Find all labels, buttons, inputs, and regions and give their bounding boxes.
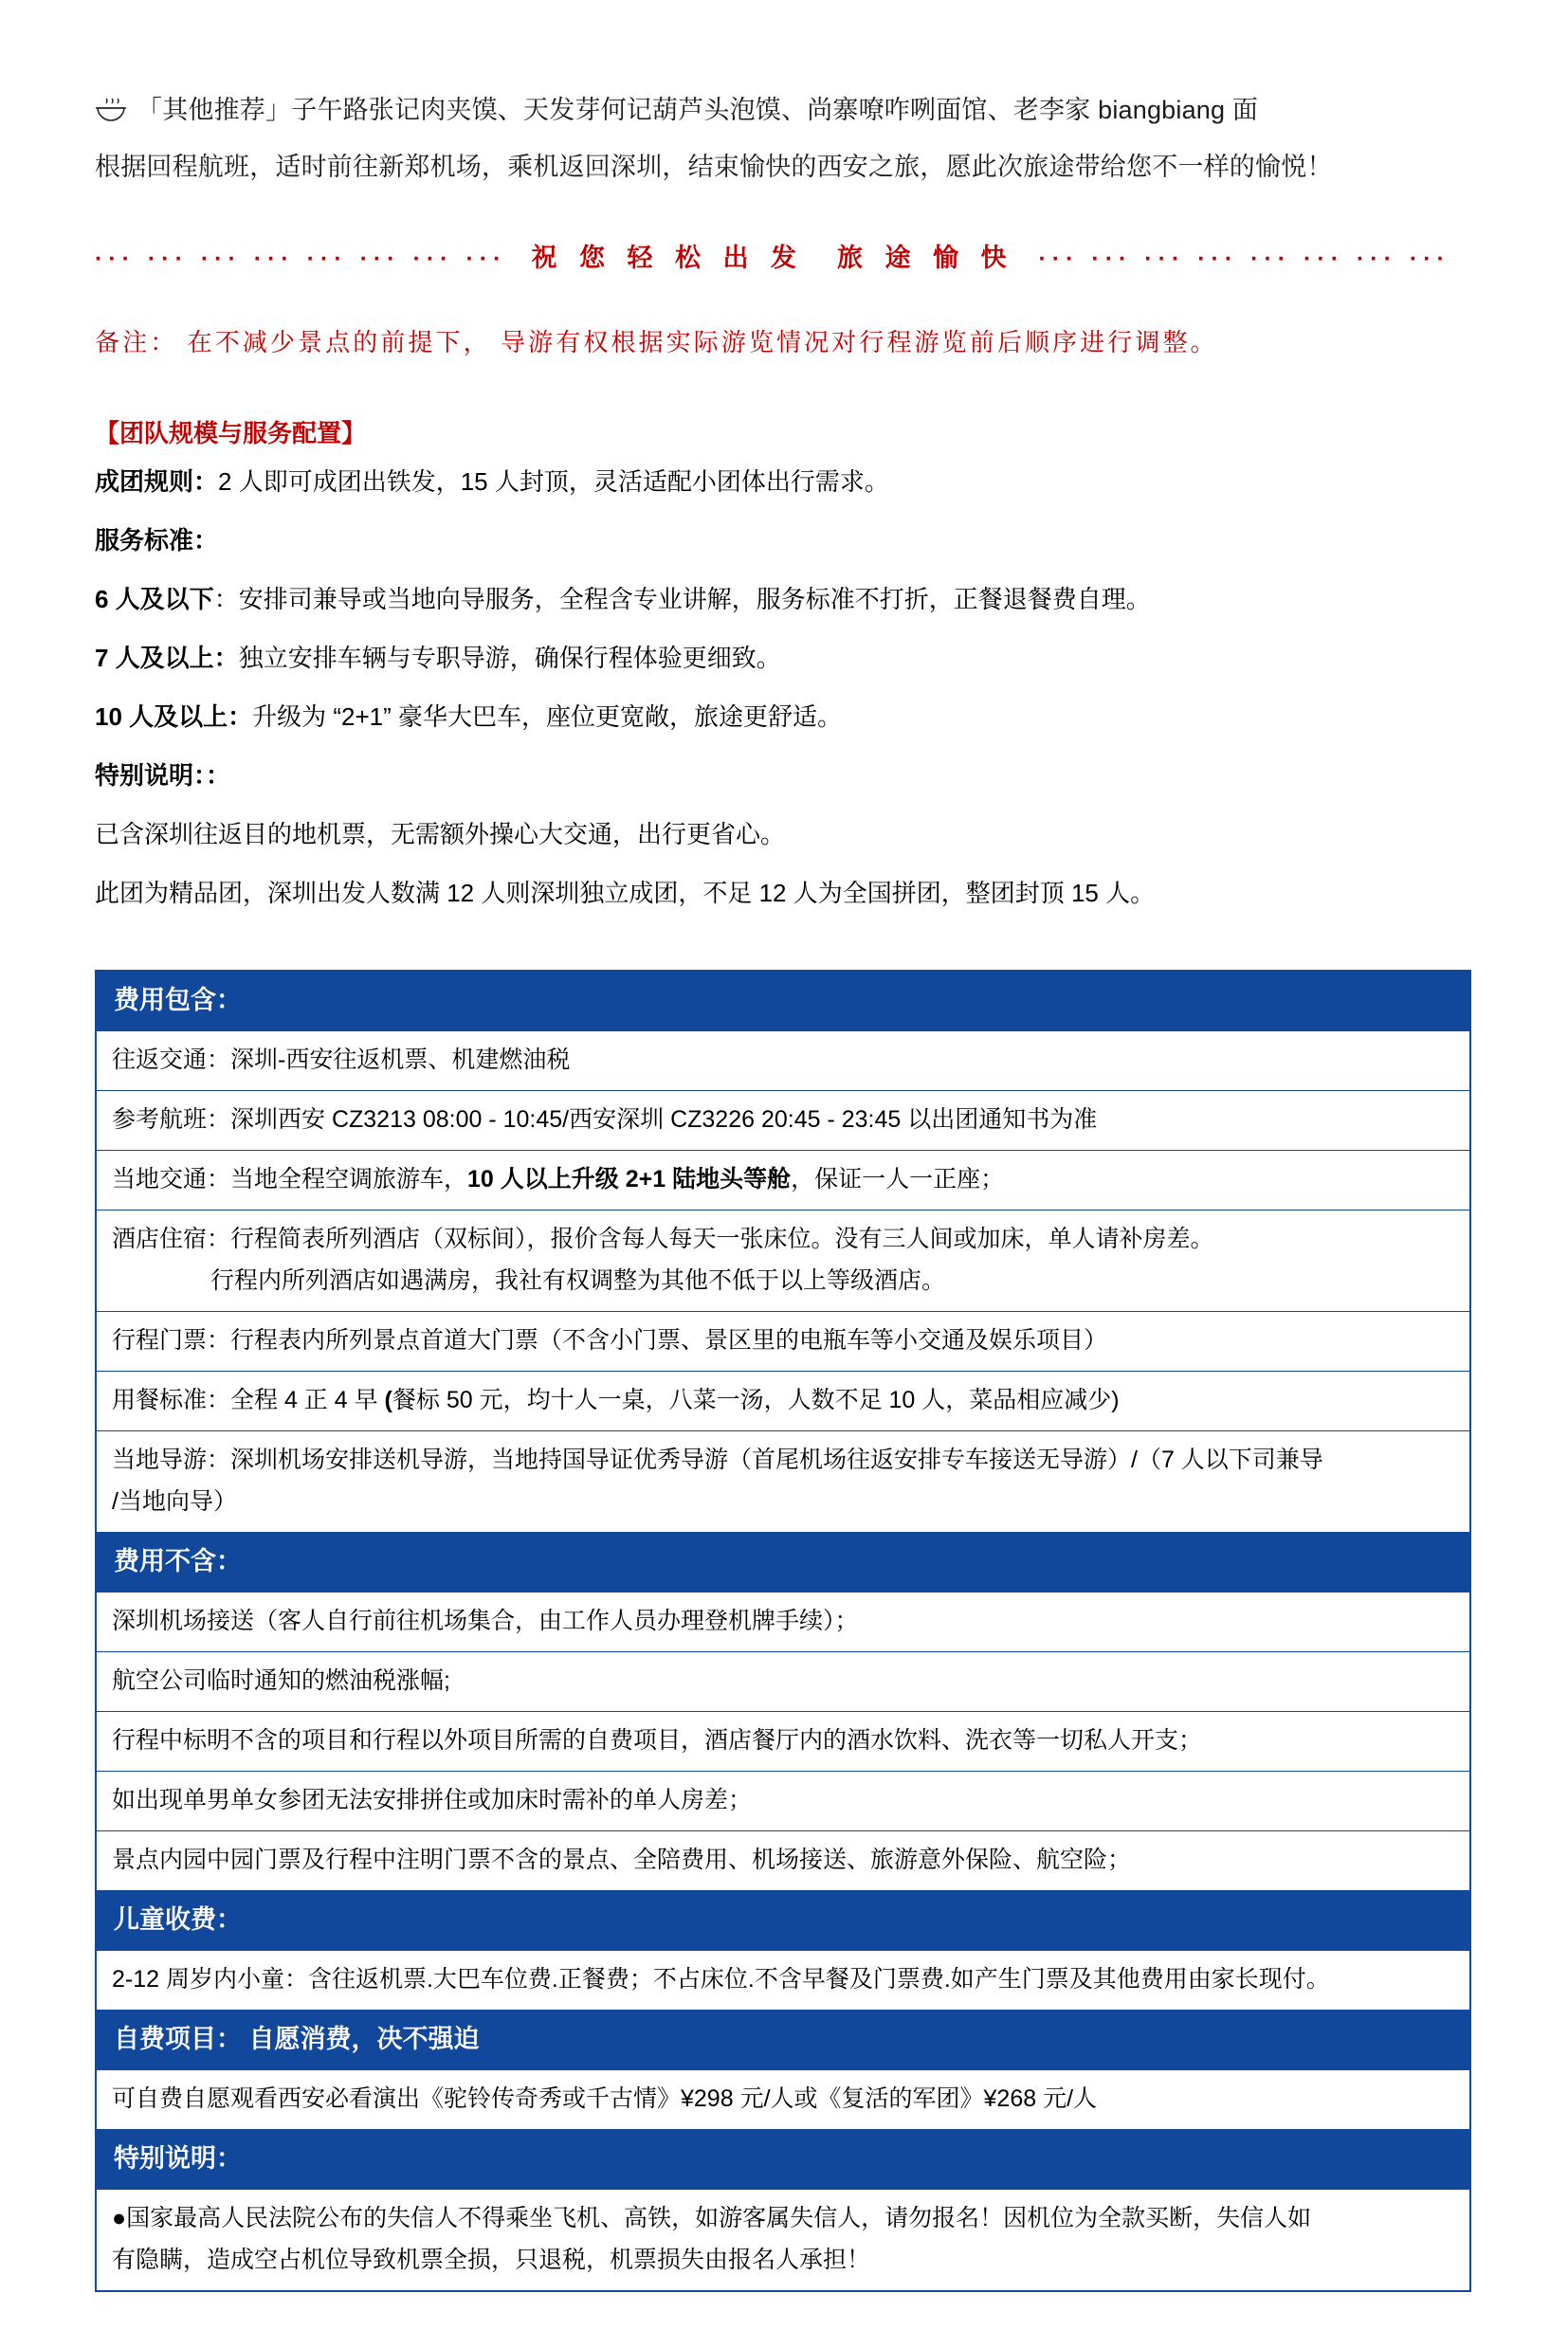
table-row bbox=[96, 1772, 1470, 1831]
table-row bbox=[96, 1031, 1470, 1091]
wish-dots-right: ··· ··· ··· ··· ··· ··· ··· ··· bbox=[1038, 246, 1450, 272]
exclude-header-label: 费用不含： bbox=[96, 1533, 1470, 1593]
include-row-meals bbox=[96, 1372, 1470, 1431]
include-header-label: 费用包含： bbox=[96, 971, 1470, 1031]
table-row bbox=[96, 1431, 1470, 1533]
service-standard-label bbox=[95, 511, 1473, 570]
group-rule-text: 2 人即可成团出铁发，15 人封顶，灵活适配小团体出行需求。 bbox=[218, 467, 889, 496]
meals-paren: ( bbox=[384, 1387, 392, 1413]
wish-text: 祝 您 轻 松 出 发 旅 途 愉 快 bbox=[531, 244, 1014, 272]
table-row bbox=[96, 2070, 1470, 2130]
service-tier-label: 10 人及以上： bbox=[95, 702, 253, 731]
child-header-label: 儿童收费： bbox=[96, 1891, 1470, 1951]
special-note-line-2: 此团为精品团，深圳出发人数满 12 人则深圳独立成团，不足 12 人为全国拼团，整团封顶 15 人。 bbox=[95, 879, 1156, 907]
local-transport-post: ，保证一人一正座； bbox=[791, 1166, 1005, 1192]
exclude-row-2: 行程中标明不含的项目和行程以外项目所需的自费项目，酒店餐厅内的酒水饮料、洗衣等一切私人开支； bbox=[96, 1712, 1470, 1772]
table-header-child bbox=[96, 1891, 1470, 1951]
table-row bbox=[96, 2190, 1470, 2292]
local-transport-pre: 当地交通：当地全程空调旅游车， bbox=[112, 1166, 468, 1192]
table-row bbox=[96, 1372, 1470, 1431]
table-row bbox=[96, 1652, 1470, 1712]
table-row bbox=[96, 1712, 1470, 1772]
meals-post: 餐标 50 元，均十人一桌，八菜一汤，人数不足 10 人，菜品相应减少) bbox=[392, 1387, 1120, 1413]
noodle-bowl-icon bbox=[95, 87, 127, 112]
exclude-row-4: 景点内园中园门票及行程中注明门票不含的景点、全陪费用、机场接送、旅游意外保险、航空险； bbox=[96, 1831, 1470, 1891]
table-header-optional bbox=[96, 2011, 1470, 2070]
exclude-row-0: 深圳机场接送（客人自行前往机场集合，由工作人员办理登机牌手续）； bbox=[96, 1593, 1470, 1652]
include-row-flight: 参考航班：深圳西安 CZ3213 08:00 - 10:45/西安深圳 CZ3226 20:45 - 23:45 以出团通知书为准 bbox=[96, 1091, 1470, 1151]
group-section-heading: 【团队规模与服务配置】 bbox=[95, 419, 367, 447]
service-tier-row bbox=[95, 628, 1473, 687]
group-rule-label: 成团规则： bbox=[95, 467, 219, 496]
special-note-label bbox=[95, 746, 1473, 805]
wish-dots-left: ··· ··· ··· ··· ··· ··· ··· ··· bbox=[95, 246, 507, 272]
service-tier-label: 7 人及以上： bbox=[95, 644, 239, 672]
special-row-0 bbox=[96, 2190, 1470, 2292]
special-line-2: 有隐瞒，造成空占机位导致机票全损，只退税，机票损失由报名人承担！ bbox=[112, 2247, 871, 2273]
service-tier-sep: ： bbox=[213, 585, 239, 613]
remark-line: 备注： 在不减少景点的前提下， 导游有权根据实际游览情况对行程游览前后顺序进行调整。 bbox=[95, 328, 1218, 356]
wish-banner bbox=[95, 239, 1473, 278]
table-row bbox=[96, 1091, 1470, 1151]
table-header-include bbox=[96, 971, 1470, 1031]
include-row-local-transport bbox=[96, 1151, 1470, 1211]
service-tier-text: 升级为 “2+1” 豪华大巴车，座位更宽敞，旅途更舒适。 bbox=[252, 702, 843, 731]
include-row-hotel bbox=[96, 1211, 1470, 1312]
include-row-guide bbox=[96, 1431, 1470, 1533]
recommendation-text: 「其他推荐」子午路张记肉夹馍、天发芽何记葫芦头泡馍、尚寨嘹咋咧面馆、老李家 biangbiang 面 bbox=[137, 96, 1259, 124]
table-row bbox=[96, 1831, 1470, 1891]
local-transport-upgrade: 10 人以上升级 2+1 陆地头等舱 bbox=[467, 1166, 792, 1192]
optional-row-0: 可自费自愿观看西安必看演出《驼铃传奇秀或千古情》¥298 元/人或《复活的军团》¥268 元/人 bbox=[96, 2070, 1470, 2130]
table-row bbox=[96, 1951, 1470, 2011]
exclude-row-3: 如出现单男单女参团无法安排拼住或加床时需补的单人房差； bbox=[96, 1772, 1470, 1831]
special-note-label-text: 特别说明：： bbox=[95, 761, 231, 790]
cost-table bbox=[95, 970, 1471, 2292]
include-row-tickets: 行程门票：行程表内所列景点首道大门票（不含小门票、景区里的电瓶车等小交通及娱乐项目） bbox=[96, 1312, 1470, 1372]
service-tier-text: 独立安排车辆与专职导游，确保行程体验更细致。 bbox=[238, 644, 781, 672]
optional-header-label: 自费项目： 自愿消费，决不强迫 bbox=[96, 2011, 1470, 2070]
recommendation-line bbox=[95, 83, 1473, 137]
group-rule-line bbox=[95, 452, 1473, 511]
special-line-1: ●国家最高人民法院公布的失信人不得乘坐飞机、高铁，如游客属失信人，请勿报名！因机位为全款买断，失信人如 bbox=[112, 2205, 1312, 2231]
hotel-line-2: 行程内所列酒店如遇满房，我社有权调整为其他不低于以上等级酒店。 bbox=[210, 1267, 946, 1294]
table-header-exclude bbox=[96, 1533, 1470, 1593]
service-tier-row bbox=[95, 687, 1473, 746]
service-tier-text: 安排司兼导或当地向导服务，全程含专业讲解，服务标准不打折，正餐退餐费自理。 bbox=[238, 585, 1151, 613]
table-row bbox=[96, 1312, 1470, 1372]
include-row-transport: 往返交通：深圳-西安往返机票、机建燃油税 bbox=[96, 1031, 1470, 1091]
guide-line-1: 当地导游：深圳机场安排送机导游，当地持国导证优秀导游（首尾机场往返安排专车接送无导游）/（7 人以下司兼导 bbox=[112, 1447, 1323, 1473]
guide-line-2: /当地向导） bbox=[112, 1488, 237, 1515]
return-flight-line: 根据回程航班，适时前往新郑机场，乘机返回深圳，结束愉快的西安之旅，愿此次旅途带给您不一样的愉悦！ bbox=[95, 153, 1333, 181]
special-note-line-1: 已含深圳往返目的地机票，无需额外操心大交通，出行更省心。 bbox=[95, 820, 786, 848]
meals-pre: 用餐标准：全程 4 正 4 早 bbox=[112, 1387, 385, 1413]
table-row bbox=[96, 1151, 1470, 1211]
table-row bbox=[96, 1211, 1470, 1312]
child-row-0: 2-12 周岁内小童：含往返机票.大巴车位费.正餐费；不占床位.不含早餐及门票费.如产生门票及其他费用由家长现付。 bbox=[96, 1951, 1470, 2011]
table-header-special bbox=[96, 2130, 1470, 2190]
exclude-row-1: 航空公司临时通知的燃油税涨幅; bbox=[96, 1652, 1470, 1712]
service-tier-row bbox=[95, 570, 1473, 628]
hotel-line-1: 酒店住宿：行程简表所列酒店（双标间），报价含每人每天一张床位。没有三人间或加床，单人请补房差。 bbox=[112, 1226, 1214, 1252]
service-standard-label-text: 服务标准： bbox=[95, 526, 219, 555]
special-header-label: 特别说明： bbox=[96, 2130, 1470, 2190]
table-row bbox=[96, 1593, 1470, 1652]
service-tier-label: 6 人及以下 bbox=[95, 585, 214, 613]
